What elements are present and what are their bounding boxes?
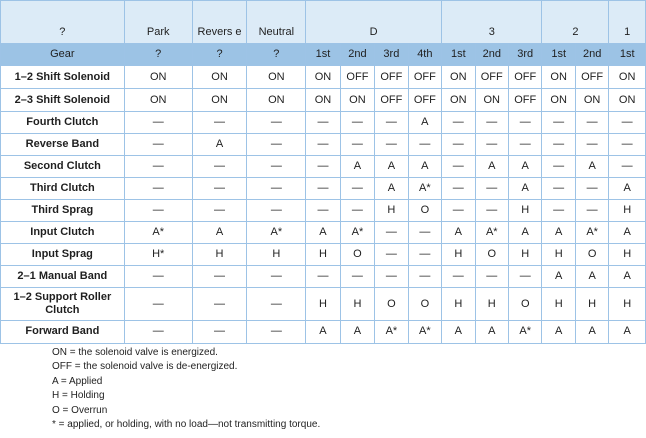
table-row [1,288,646,321]
table-cell: — [247,266,306,288]
table-cell: A [475,320,508,343]
header-cell: 4th [408,44,441,66]
table-cell: — [442,178,475,200]
table-cell: — [124,200,192,222]
table-cell: A [192,134,247,156]
table-cell: ON [124,89,192,112]
legend-item: OFF = the solenoid valve is de-energized. [52,361,238,373]
table-cell: — [306,134,340,156]
table-cell: — [575,112,608,134]
header-cell: 1st [542,44,575,66]
table-cell: — [340,266,374,288]
table-cell: — [542,134,575,156]
table-cell: O [508,288,541,321]
table-cell: A [408,112,441,134]
row-label: Reverse Band [1,134,125,156]
table-cell: — [124,288,192,321]
table-cell: A [575,156,608,178]
table-cell: A [475,156,508,178]
table-cell: H [609,244,646,266]
table-cell: — [442,200,475,222]
header-cell: 2nd [575,44,608,66]
table-cell: — [247,200,306,222]
header-cell: 3rd [375,44,408,66]
header-row-gear [1,44,646,66]
table-cell: — [442,266,475,288]
table-cell: — [247,288,306,321]
header-cell: ? [192,44,247,66]
legend-item: ON = the solenoid valve is energized. [52,347,218,358]
table-cell: ON [575,89,608,112]
table-cell: A [306,320,340,343]
table-cell: OFF [375,89,408,112]
table-cell: A [192,222,247,244]
table-cell: — [408,222,441,244]
table-cell: — [124,156,192,178]
row-label: 2–3 Shift Solenoid [1,89,125,112]
table-cell: — [340,112,374,134]
table-cell: — [442,156,475,178]
table-cell: A* [575,222,608,244]
table-cell: — [247,134,306,156]
table-cell: — [247,156,306,178]
table-cell: — [192,112,247,134]
table-row [1,112,646,134]
table-cell: — [124,112,192,134]
table-cell: — [508,266,541,288]
table-row [1,244,646,266]
table-row [1,66,646,89]
table-cell: — [542,112,575,134]
table-row [1,222,646,244]
table-cell: ON [442,66,475,89]
table-cell: — [508,134,541,156]
table-cell: — [124,134,192,156]
header-cell: 1st [609,44,646,66]
table-cell: — [542,156,575,178]
table-cell: A* [124,222,192,244]
table-body [1,66,646,344]
table-cell: — [340,200,374,222]
table-cell: H [542,288,575,321]
table-cell: O [575,244,608,266]
table-cell: — [609,134,646,156]
table-cell: — [247,178,306,200]
table-cell: — [575,178,608,200]
table-cell: ON [475,89,508,112]
table-cell: H* [124,244,192,266]
header-cell: ? [1,1,125,44]
table-cell: — [375,112,408,134]
header-cell-park: Park [124,1,192,44]
table-cell: — [408,244,441,266]
table-cell: A* [375,320,408,343]
table-cell: H [575,288,608,321]
table-cell: A [408,156,441,178]
header-cell: 3rd [508,44,541,66]
table-cell: — [475,178,508,200]
table-cell: — [124,178,192,200]
table-cell: ON [306,89,340,112]
table-cell: O [475,244,508,266]
table-cell: H [609,200,646,222]
table-cell: A [542,266,575,288]
table-cell: — [542,178,575,200]
table-cell: A [508,156,541,178]
table-cell: — [306,156,340,178]
table-cell: — [247,320,306,343]
table-cell: OFF [408,89,441,112]
table-cell: — [475,200,508,222]
table-cell: A [609,178,646,200]
table-cell: A [609,222,646,244]
table-cell: — [442,112,475,134]
row-label: Input Sprag [1,244,125,266]
table-row [1,134,646,156]
table-cell: — [408,266,441,288]
table-cell: — [192,266,247,288]
table-cell: H [375,200,408,222]
table-cell: ON [340,89,374,112]
header-cell: ? [247,44,306,66]
table-cell: ON [247,89,306,112]
table-cell: A [609,266,646,288]
table-cell: H [247,244,306,266]
table-cell: ON [247,66,306,89]
header-cell: 1st [442,44,475,66]
table-cell: — [340,134,374,156]
table-row [1,156,646,178]
table-cell: OFF [340,66,374,89]
table-row [1,89,646,112]
table-cell: ON [192,66,247,89]
table-cell: — [508,112,541,134]
table-cell: O [408,200,441,222]
table-cell: H [192,244,247,266]
table-cell: OFF [375,66,408,89]
row-label: Input Clutch [1,222,125,244]
table-cell: OFF [408,66,441,89]
header-cell-neutral: Neutral [247,1,306,44]
row-label: Fourth Clutch [1,112,125,134]
table-cell: H [475,288,508,321]
table-cell: A* [408,320,441,343]
header-cell: 2nd [340,44,374,66]
table-cell: H [508,200,541,222]
table-cell: — [192,288,247,321]
table-cell: A* [247,222,306,244]
table-row [1,320,646,343]
table-cell: — [306,200,340,222]
table-cell: — [375,134,408,156]
table-cell: A* [475,222,508,244]
table-row [1,266,646,288]
row-label: 2–1 Manual Band [1,266,125,288]
table-cell: — [306,266,340,288]
header-cell: 1st [306,44,340,66]
legend-item: O = Overrun [52,404,108,416]
table-cell: A [375,156,408,178]
table-cell: A [542,320,575,343]
row-label: Third Clutch [1,178,125,200]
table-cell: A [575,320,608,343]
table-cell: A [340,156,374,178]
table-cell: O [340,244,374,266]
row-label: 1–2 Shift Solenoid [1,66,125,89]
legend-item: * = applied, or holding, with no load—not transmitting torque. [52,419,321,431]
table-cell: — [575,134,608,156]
table-cell: A [306,222,340,244]
table-cell: A* [340,222,374,244]
table-cell: — [192,156,247,178]
table-cell: — [609,112,646,134]
header-cell: Gear [1,44,125,66]
table-cell: A [542,222,575,244]
header-cell-2: 2 [542,1,609,44]
table-cell: H [442,244,475,266]
header-cell-reverse: Revers e [192,1,247,44]
row-label: 1–2 Support Roller Clutch [1,288,125,321]
table-cell: A* [408,178,441,200]
table-cell: — [247,112,306,134]
legend-item: H = Holding [52,390,105,402]
legend-item: A = Applied [52,375,103,387]
table-cell: A [575,266,608,288]
table-cell: H [442,288,475,321]
table-cell: OFF [575,66,608,89]
table-cell: — [192,200,247,222]
table-cell: — [375,222,408,244]
table-cell: H [542,244,575,266]
table-cell: A [442,222,475,244]
table-cell: — [306,178,340,200]
legend [52,346,320,432]
table-cell: H [609,288,646,321]
table-cell: H [306,288,340,321]
row-label: Third Sprag [1,200,125,222]
table-cell: — [340,178,374,200]
table-cell: ON [124,66,192,89]
table-cell: H [340,288,374,321]
table-cell: OFF [508,66,541,89]
table-cell: ON [542,66,575,89]
table-cell: ON [192,89,247,112]
header-cell: 2nd [475,44,508,66]
table-cell: — [192,178,247,200]
table-cell: A [442,320,475,343]
table-cell: ON [542,89,575,112]
table-cell: — [475,266,508,288]
table-cell: O [375,288,408,321]
table-cell: H [508,244,541,266]
table-cell: ON [442,89,475,112]
table-cell: — [375,244,408,266]
table-cell: — [475,112,508,134]
table-cell: A* [508,320,541,343]
table-cell: — [375,266,408,288]
table-cell: ON [306,66,340,89]
table-cell: O [408,288,441,321]
table-cell: — [542,200,575,222]
table-cell: — [408,134,441,156]
table-cell: ON [609,66,646,89]
row-label: Forward Band [1,320,125,343]
table-cell: A [340,320,374,343]
table-cell: H [306,244,340,266]
table-cell: — [124,320,192,343]
table-row [1,178,646,200]
table-cell: — [306,112,340,134]
table-cell: A [609,320,646,343]
header-cell-3: 3 [442,1,542,44]
table-cell: ON [609,89,646,112]
table-cell: — [609,156,646,178]
table-cell: — [192,320,247,343]
table-cell: A [508,222,541,244]
table-cell: OFF [508,89,541,112]
table-cell: — [442,134,475,156]
header-cell-1: 1 [609,1,646,44]
header-cell: ? [124,44,192,66]
row-label: Second Clutch [1,156,125,178]
table-cell: OFF [475,66,508,89]
table-cell: A [508,178,541,200]
header-row-gear-range [1,1,646,44]
table-cell: — [575,200,608,222]
table-cell: — [124,266,192,288]
table-cell: — [475,134,508,156]
table-row [1,200,646,222]
table-cell: A [375,178,408,200]
header-cell-drive: D [306,1,442,44]
